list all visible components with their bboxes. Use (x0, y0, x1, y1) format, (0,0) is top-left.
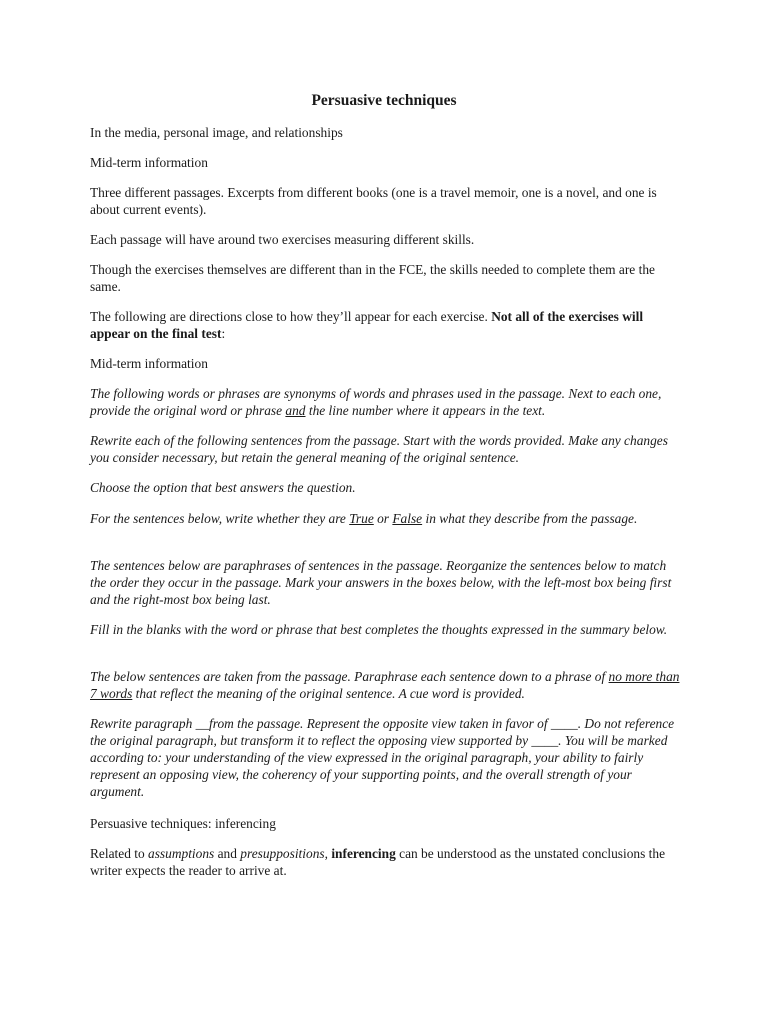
truefalse-text-a: For the sentences below, write whether they are (90, 511, 350, 526)
direction-synonyms (90, 385, 680, 419)
synonyms-text-a: The following words or phrases are synonyms of words and phrases used in the passage. Next to each one, provide the original word or phrase (90, 386, 662, 418)
subtitle: In the media, personal image, and relationships (90, 125, 343, 140)
direction-rewrite-sentences: Rewrite each of the following sentences from the passage. Start with the words provided. Make any changes you consider necessary, but retain the general meaning of the original sentence. (90, 433, 668, 465)
direction-rewrite-paragraph: Rewrite paragraph __from the passage. Represent the opposite view taken in favor of ____. Do not reference the original paragraph, but transform it to reflect the opposing view supported by ____. You will be marked according to: your understanding of the view expressed in the original paragraph, your ability to fairly represent an opposing view, the coherency of your supporting points, and the overall strength of your argument. (90, 716, 675, 799)
direction-true-false (90, 510, 680, 527)
section-heading-midterm: Mid-term information (90, 155, 208, 170)
document-title: Persuasive techniques (311, 92, 457, 109)
direction-reorganize: The sentences below are paraphrases of sentences in the passage. Reorganize the sentences below to match the order they occur in the passage. Mark your answers in the boxes below, with the left-most box being first and the right-most box being last. (90, 558, 672, 607)
truefalse-text-c: or (373, 511, 393, 526)
truefalse-false: False (392, 511, 423, 526)
inferencing-text-c: and (214, 846, 241, 861)
truefalse-text-e: in what they describe from the passage. (422, 511, 638, 526)
inferencing-assumptions: assumptions (148, 846, 215, 861)
paragraph-exercises: Each passage will have around two exercises measuring different skills. (90, 232, 475, 247)
direction-paraphrase (90, 668, 680, 702)
direction-fill-blanks: Fill in the blanks with the word or phrase that best completes the thoughts expressed in the summary below. (90, 622, 668, 637)
inferencing-text-g: can be understood as the unstated conclusions the writer expects the reader to arrive at. (90, 846, 666, 878)
paragraph-directions (90, 308, 680, 342)
paragraph-inferencing (90, 845, 680, 879)
directions-text: The following are directions close to how they’ll appear for each exercise. (90, 309, 492, 324)
synonyms-underline-and: and (285, 403, 306, 418)
paragraph-passages: Three different passages. Excerpts from different books (one is a travel memoir, one is a novel, and one is about current events). (90, 185, 657, 217)
directions-colon: : (221, 326, 226, 341)
paragraph-fce: Though the exercises themselves are different than in the FCE, the skills needed to complete them are the same. (90, 262, 655, 294)
truefalse-true: True (349, 511, 374, 526)
inferencing-presuppositions: presuppositions (240, 846, 325, 861)
paraphrase-underline-limit: no more than 7 words (90, 669, 680, 701)
paraphrase-text-a: The below sentences are taken from the passage. Paraphrase each sentence down to a phrase of (90, 669, 609, 684)
paraphrase-text-c: that reflect the meaning of the original sentence. A cue word is provided. (132, 686, 525, 701)
inferencing-text-a: Related to (90, 846, 149, 861)
directions-bold-note: Not all of the exercises will appear on the final test (90, 309, 644, 341)
inferencing-text-e: , (324, 846, 332, 861)
inferencing-bold-term: inferencing (331, 846, 396, 861)
direction-choose-option: Choose the option that best answers the question. (90, 480, 356, 495)
section-heading-midterm-2: Mid-term information (90, 356, 208, 371)
synonyms-text-c: the line number where it appears in the text. (305, 403, 546, 418)
section-heading-inferencing: Persuasive techniques: inferencing (90, 816, 276, 831)
